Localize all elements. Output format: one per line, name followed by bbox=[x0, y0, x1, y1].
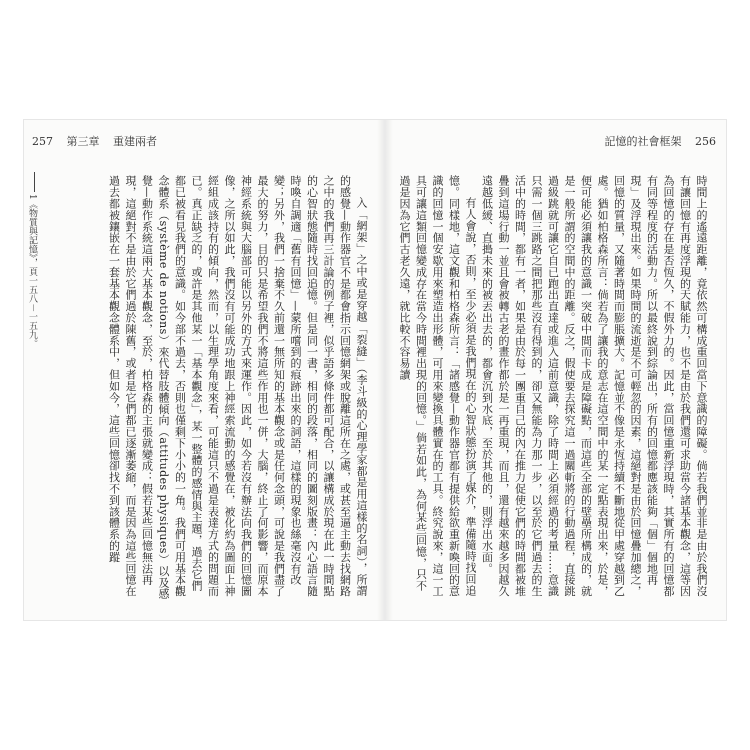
left-line: 何影響，而原本神經系統與大腦部可能以另外的方式來運作。因此，如今若沒有辦法向我們的回 bbox=[239, 175, 269, 597]
left-line: 任何念頭，可說是我們盡了最大的努力，目的只是希望我們不將這些作用也一併，大腦，終止了 bbox=[256, 175, 286, 597]
right-line: 出來，於是，便可能必須讓我的意識一突破中間而卡成是障礙點，而這些全部的壁壘所構成 bbox=[579, 175, 609, 597]
right-line: 不斷地從甲處穿越到乙處。猶如柏格森所言：倘若為了讓我的意志在這空間中的某一定點表現 bbox=[596, 175, 626, 597]
right-page-number: 256 bbox=[695, 135, 716, 148]
left-line: 來代替肢體傾向（attitudes physiques）以及感覺—動作系統這兩大基本觀念，至於，柏格森的主張 bbox=[140, 175, 170, 600]
right-page-body bbox=[398, 175, 709, 600]
right-line: 被丟出去的，都會沉到水底，至於其他的，則浮出水面。 bbox=[480, 289, 494, 574]
right-line: 跳路之間把那些沒有得到的，卻又無能為力那一步，以至於它們過去的生活中的時間，都有一 bbox=[513, 175, 543, 597]
left-page-number: 257 bbox=[32, 135, 53, 148]
right-line: 這文觀和柏格森所言：「諸感覺—動作器官都有提供給欲重新喚回的意識的回憶一個安歇 bbox=[431, 175, 461, 597]
right-page-header bbox=[605, 133, 717, 149]
right-line: 現的天賦能力，也不是由於我們還可求助當今諸基本觀念，這等因為回憶的存在是否恆久 bbox=[662, 175, 692, 597]
left-line: 來的詞語，這樣的現象也絲毫沒有改變；另外，我們一捨棄不久前還一無所知的基本觀念或是 bbox=[272, 175, 302, 586]
right-line: 級跳就可讓它自已跑出直達或進入這前意識，除了時間上必須經過的考量……意識只需一個三 bbox=[530, 175, 560, 597]
right-paragraph-1 bbox=[478, 175, 709, 600]
right-line: 用來塑造出形體，可用來變換具體實在的工具。終究說來，這一工具可讓這類回憶變成存在當今 bbox=[414, 175, 444, 597]
right-paragraph-2 bbox=[396, 175, 479, 600]
right-line: 時間裡出現的回憶。」倘若如此，為何某些回憶，只不過是因為它們古老久遠，就比較不容易讀 bbox=[398, 175, 428, 592]
left-page-body bbox=[42, 175, 369, 600]
chapter-title: 重建兩者 bbox=[113, 135, 157, 148]
left-paragraph bbox=[105, 175, 369, 600]
chapter-label: 第三章 bbox=[66, 135, 100, 148]
left-line: 書，相同的段落，相同的圖刻版畫：內心語言隨時喚自調適「舊有回憶」—蒙所嚐到的痕跡出 bbox=[289, 175, 319, 597]
left-line: 識。如今部不過去，否則也僅剩下小小的一角。我們可用基本觀念體系（système de notions） bbox=[157, 175, 187, 597]
right-line: 有人會說，否則，至少必須是我們現在的心智狀態扮演了媒介，準備隨時找回追憶。同樣地， bbox=[447, 175, 477, 596]
footnote: 1《物質與記憶》，頁一五八－一五九。 bbox=[27, 194, 37, 349]
left-line: 或許是其他某一「基本觀念」，某一整體的感情與主題，過去它們都已被看見我們的意 bbox=[173, 175, 203, 592]
footnote-rule bbox=[34, 172, 35, 192]
left-line: 該持有的傾向，然而，以生理學角度來看，可能這只不過是表達方式的問題而已。真正缺乏的， bbox=[190, 175, 220, 597]
right-line: 時間上的遙遠距離，竟依然可構成重回當下意識的障礙。倘若我們並非是由於我們沒有讓回憶有再度浮 bbox=[678, 175, 708, 597]
right-line: 古老的畫作都於是一再重現，而且，還有越來越多因越久遠越低緩、直搗未來的 bbox=[480, 175, 510, 597]
left-line: 入「網架」之中或是穿越「裂縫」（李斗級的心理學家都是用這樣的名詞），所謂的感覺—動作 bbox=[338, 175, 368, 597]
left-line: 器官不是都會指示回憶網架或脫離這所在之處，或甚至逼主動去找網路之中的我們再三計論的例 bbox=[322, 175, 352, 597]
right-line: 因素，這絕對是由於回憶疊加總之，回憶的質量，又隨著時間而膨脹擴大。記憶並不像是永恆持續 bbox=[612, 175, 642, 597]
book-spread bbox=[24, 120, 726, 620]
left-page-header bbox=[32, 133, 167, 149]
left-line: 憶圖像，之所以如此，我們沒有可能成功地跟上神經索流動的感覺在，被化約為圖面上神經組成 bbox=[206, 175, 253, 597]
right-line: 的，就是一般所謂的空間中的距離。反之，假使要去探究這一過關斬將的行動過程，直接跳過 bbox=[546, 175, 593, 597]
left-line: 是因為這些回憶在過去都被鑲嵌在一套基本觀念體系中，但如今，這些回憶卻找不到該體系的蹤 bbox=[107, 175, 137, 597]
left-line: 子裡，似乎語多條件都可配合，以讓構成於現在此一時間點的心智狀態隨時找回追憶。但是同一 bbox=[305, 175, 335, 597]
running-title: 記憶的社會框架 bbox=[604, 135, 682, 148]
left-line: 就變成：假若某些回憶無法再現，這絕對不是由於它們過於陳舊，或者是它們都已逐漸萎縮，而 bbox=[124, 175, 154, 586]
right-line: ，不假外力的。因此，當回憶重新浮現時，其實所有的回憶都有同等程度的活動力。所以最 bbox=[645, 175, 675, 597]
right-line: 終說到綜論出，所有的回憶都應該能夠「個」個地再現」及浮現出來。如果時間的流逝是不可輕忽的 bbox=[629, 175, 659, 586]
right-line: 者，如果是由於每一團重自己的內在推力促使它們的時間都被堆疊到這場行動一並且會被轉 bbox=[497, 175, 527, 597]
book-gutter bbox=[377, 120, 393, 620]
